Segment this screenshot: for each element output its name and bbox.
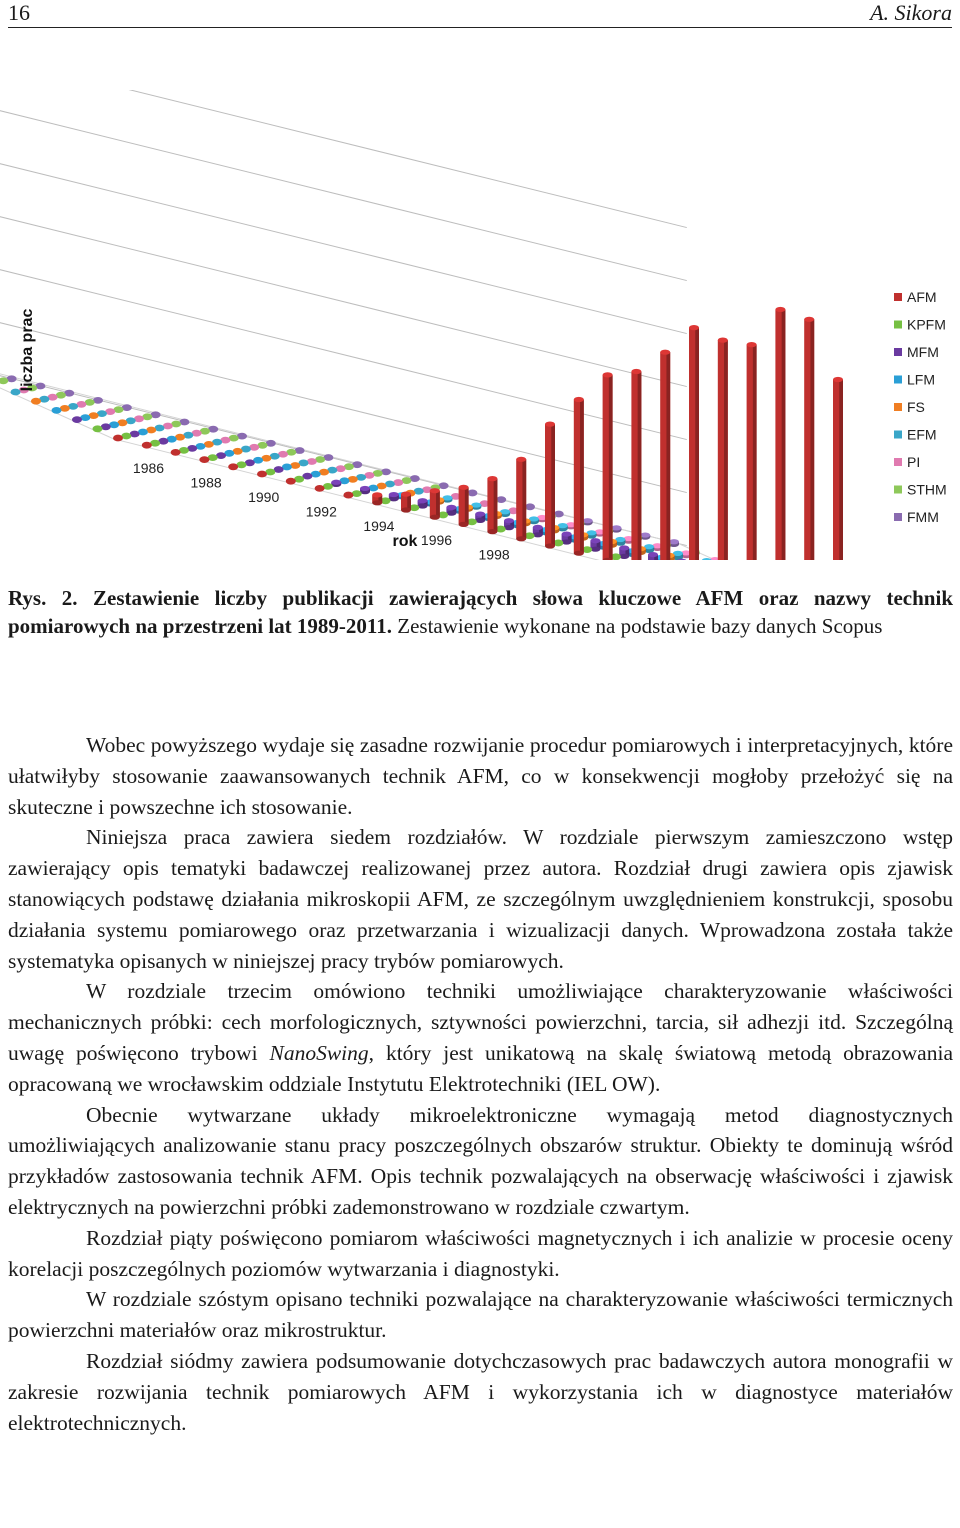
page-number: 16 <box>8 0 30 25</box>
legend-swatch-fmm <box>894 513 902 521</box>
paragraph-3-part-b: , który jest unikatową na skalę światową metodą obrazowania opracowaną we wrocławskim oddziale Instytutu Elektrotechniki (IEL OW). <box>8 1040 953 1096</box>
bar-afm-2010 <box>804 317 814 560</box>
y-axis-label: liczba prac <box>19 308 36 392</box>
x-tick-1992: 1992 <box>305 503 337 520</box>
bar-afm-1998 <box>459 485 469 527</box>
bar-lfm-1986 <box>52 407 62 414</box>
figure-caption <box>8 584 953 640</box>
bar-afm-2008 <box>747 342 757 560</box>
gridline-3000 <box>0 201 687 387</box>
paragraph-3-part-a: W rozdziale trzecim omówiono techniki umożliwiające charakteryzowanie właściwości mechanicznych próbki: cech morfologicznych, sztywności powierzchni, tarcia, sił adhezji itd. Szczególną uwagę poświęcono trybowi <box>8 979 953 1065</box>
bar-afm-2011 <box>833 377 843 560</box>
bar-afm-1990 <box>228 463 238 470</box>
legend-swatch-pi <box>894 458 902 466</box>
bar-afm-1995 <box>372 492 382 505</box>
gridline-6000 <box>0 90 687 228</box>
legend-swatch-lfm <box>894 376 902 384</box>
legend-swatch-efm <box>894 431 902 439</box>
chart-bars <box>0 307 843 560</box>
legend-swatch-mfm <box>894 348 902 356</box>
legend-label-afm: AFM <box>907 289 937 305</box>
bar-afm-2000 <box>516 457 526 542</box>
x-tick-1994: 1994 <box>363 517 395 534</box>
x-tick-1998: 1998 <box>478 546 510 560</box>
page-header <box>8 0 952 28</box>
bar-afm-1989 <box>199 456 209 463</box>
publications-3d-bar-chart <box>0 90 960 560</box>
x-tick-1986: 1986 <box>132 460 165 477</box>
body-text <box>8 730 953 1438</box>
bar-kpfm-1986 <box>93 425 103 432</box>
legend-swatch-afm <box>894 293 902 301</box>
bar-afm-2007 <box>718 338 728 561</box>
paragraph-7: Rozdział siódmy zawiera podsumowanie dotychczasowych prac badawczych autora monografii w zakresie rozwijania technik pomiarowych AFM i wykorzystania ich w diagnostyce materiałów elektrotechnicznych. <box>8 1348 953 1435</box>
caption-label: Rys. 2. <box>8 586 78 610</box>
bar-afm-1993 <box>315 485 325 492</box>
legend-label-kpfm: KPFM <box>907 316 946 333</box>
legend-label-fs: FS <box>907 399 925 415</box>
caption-source: Zestawienie wykonane na podstawie bazy danych Scopus <box>397 614 883 638</box>
bar-afm-1996 <box>401 492 411 513</box>
x-tick-1990: 1990 <box>248 489 280 505</box>
caption-text: Zestawienie liczby publikacji zawierających słowa kluczowe AFM oraz nazwy technik pomiarowych na przestrzeni lat 1989-2011. <box>8 586 953 638</box>
floor-outline <box>0 356 863 560</box>
legend-label-mfm: MFM <box>907 344 939 360</box>
legend-label-efm: EFM <box>907 426 937 443</box>
nanoswing-term: NanoSwing <box>269 1040 369 1065</box>
gridline-4000 <box>0 148 687 334</box>
x-tick-1988: 1988 <box>190 474 222 491</box>
paragraph-4: Obecnie wytwarzane układy mikroelektroniczne wymagają metod diagnostycznych umożliwiających analizowanie stanu pracy poszczególnych obszarów struktur. Obiekty te dominują wśród przykładów zastosowania technik AFM. Opis technik pozwalających na obserwację właściwości i zjawisk elektrycznych na powierzchni próbki zademonstrowano w rozdziale czwartym. <box>8 1102 953 1219</box>
bar-afm-2003 <box>603 372 613 560</box>
chart-floor <box>0 356 863 560</box>
paragraph-3 <box>8 976 953 1099</box>
legend-swatch-kpfm <box>894 321 902 329</box>
paragraph-1: Wobec powyższego wydaje się zasadne rozwijanie procedur pomiarowych i interpretacyjnych, które ułatwiłyby stosowanie zaawansowanych technik AFM, co w konsekwencji mogłoby przełożyć się na skuteczne i powszechne ich stosowanie. <box>8 733 953 819</box>
bar-afm-2001 <box>545 422 555 549</box>
bar-mfm-2006 <box>648 552 658 560</box>
series-sthm <box>0 370 700 556</box>
bar-afm-1991 <box>257 471 267 478</box>
legend-label-sthm: STHM <box>907 481 947 498</box>
gridline-5000 <box>0 95 687 281</box>
running-head-author: A. Sikora <box>870 0 952 25</box>
bar-afm-1999 <box>487 476 497 534</box>
bar-afm-2005 <box>660 350 670 560</box>
bar-mfm-1986 <box>72 416 82 423</box>
bar-afm-1994 <box>343 492 353 499</box>
bar-afm-1986 <box>113 435 123 442</box>
legend-label-pi: PI <box>907 454 921 470</box>
paragraph-2: Niniejsza praca zawiera siedem rozdziałów. W rozdziale pierwszym zamieszczono wstęp zawierający opis tematyki badawczej realizowanej przez autora. Rozdział drugi zawiera opis zjawisk stanowiących podstawę działania mikroskopii AFM, ze szczególnym uwzględnieniem konstrukcji, sposobu działania systemu pomiarowego oraz przetwarzania i wizualizacji danych. Wprowadzona została także systematyka opisanych w niniejszej pracy trybów pomiarowych. <box>8 825 953 973</box>
legend-swatch-sthm <box>894 486 902 494</box>
legend-label-fmm: FMM <box>907 509 939 525</box>
bar-afm-1997 <box>430 488 440 520</box>
bar-afm-2002 <box>574 397 584 556</box>
bar-fs-1986 <box>31 398 41 405</box>
paragraph-5: Rozdział piąty poświęcono pomiarom właściwości magnetycznych i ich analizie w procesie oceny korelacji poszczególnych poziomów wytwarzania i diagnostyki. <box>8 1225 953 1281</box>
legend-swatch-fs <box>894 403 902 411</box>
bar-afm-2006 <box>689 325 699 560</box>
chart-legend <box>894 289 947 525</box>
bar-afm-2009 <box>775 307 785 560</box>
bar-afm-1987 <box>142 442 152 449</box>
paragraph-6: W rozdziale szóstym opisano techniki pozwalające na charakteryzowanie właściwości termicznych powierzchni materiałów oraz mikrostruktur. <box>8 1287 953 1343</box>
legend-label-lfm: LFM <box>907 371 935 388</box>
x-axis-label: rok <box>392 533 418 550</box>
x-tick-1996: 1996 <box>420 532 453 549</box>
bar-afm-2004 <box>631 369 641 560</box>
bar-afm-1992 <box>286 478 296 485</box>
bar-afm-1988 <box>171 449 181 456</box>
